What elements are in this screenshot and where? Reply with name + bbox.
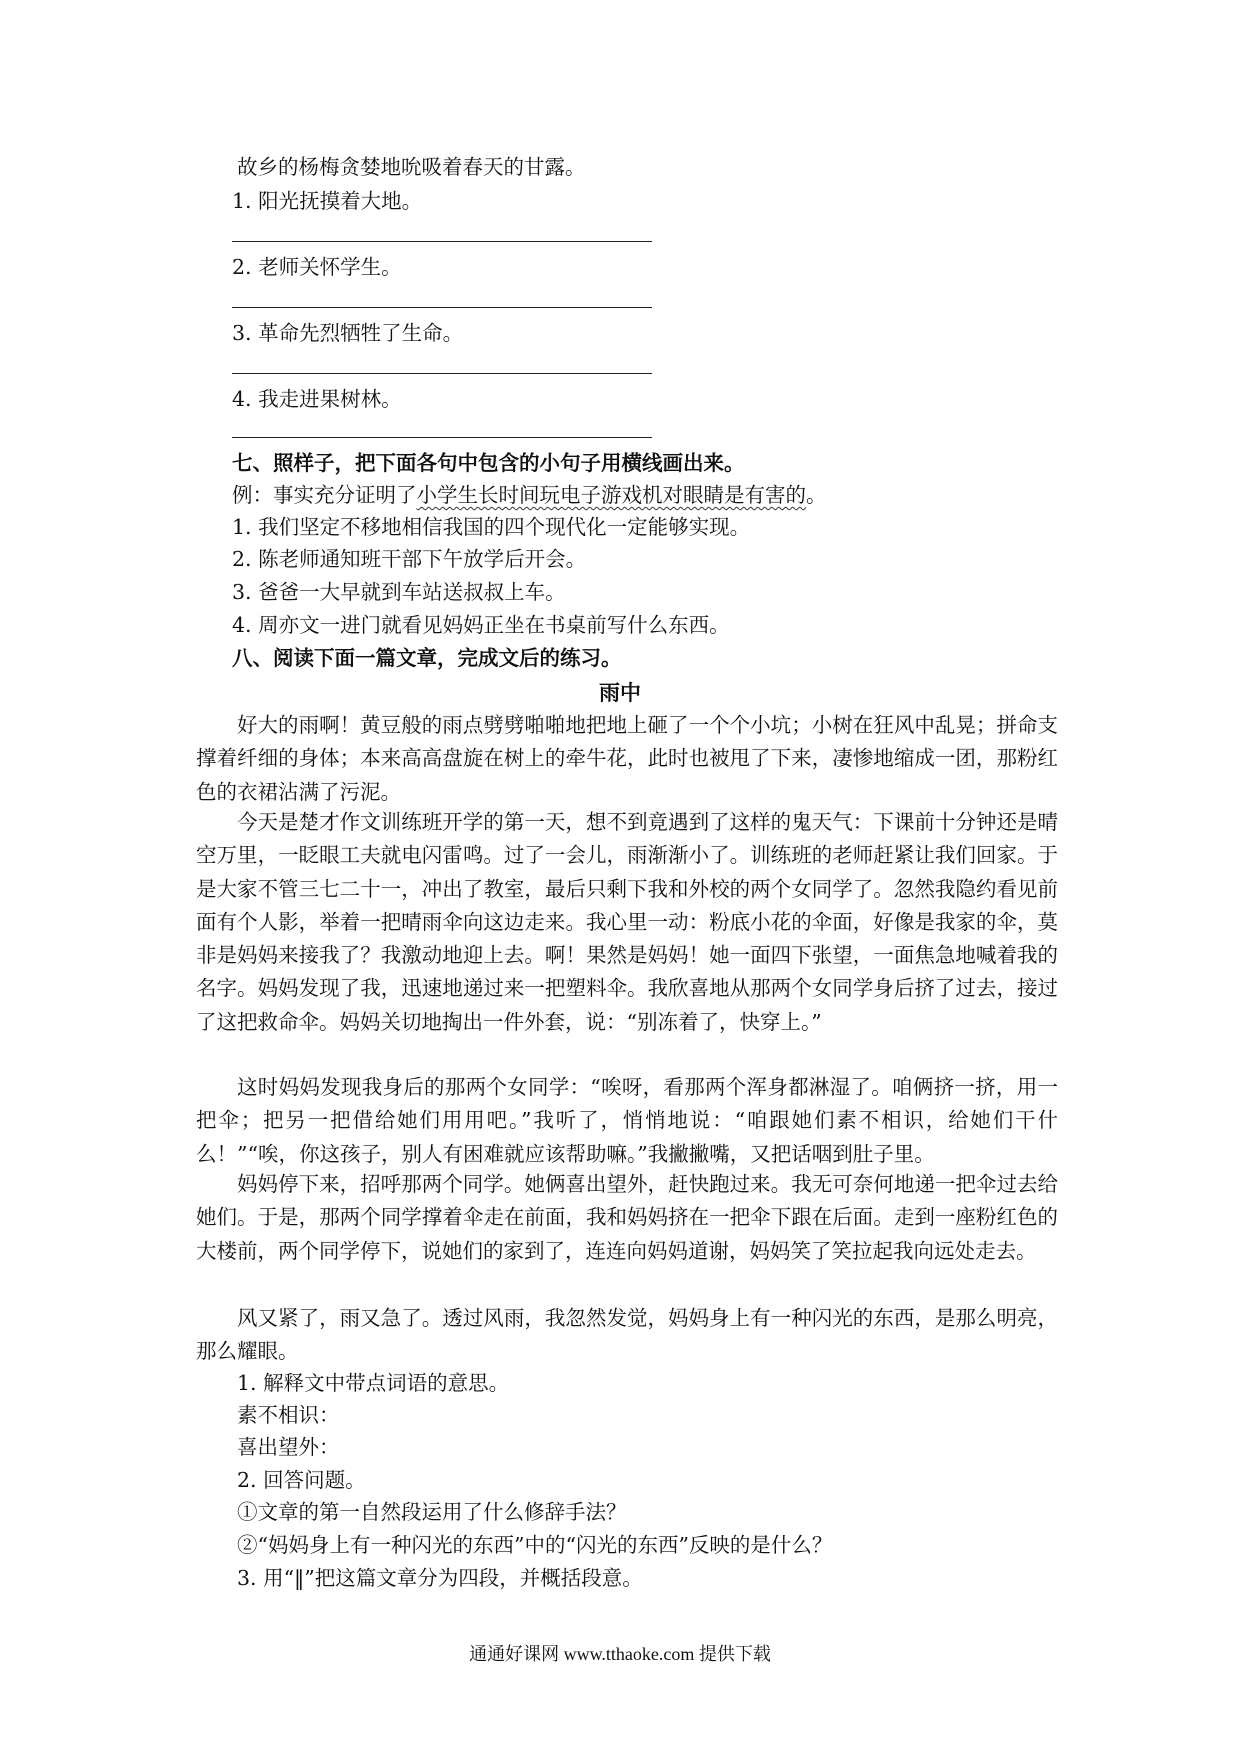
sec6-item-1: 1. 阳光抚摸着大地。 bbox=[232, 189, 423, 213]
sec7-example bbox=[232, 480, 827, 510]
sec7-example-marked: 小学生长时间玩电子游戏机对眼睛是有害的 bbox=[416, 483, 806, 507]
question-2-part-b: ②“妈妈身上有一种闪光的东西”中的“闪光的东西”反映的是什么？ bbox=[237, 1533, 833, 1557]
question-2-part-a: ①文章的第一自然段运用了什么修辞手法？ bbox=[237, 1500, 627, 1524]
question-2: 2. 回答问题。 bbox=[237, 1468, 366, 1492]
question-1: 1. 解释文中带点词语的意思。 bbox=[237, 1371, 510, 1395]
answer-line-3[interactable] bbox=[232, 373, 652, 374]
article-paragraph-2: 今天是楚才作文训练班开学的第一天，想不到竟遇到了这样的鬼天气：下课前十分钟还是晴空万里，一眨眼工夫就电闪雷鸣。过了一会儿，雨渐渐小了。训练班的老师赶紧让我们回家。于是大家不管三七二十一，冲出了教室，最后只剩下我和外校的两个女同学了。忽然我隐约看见前面有个人影，举着一把晴雨伞向这边走来。我心里一动：粉底小花的伞面，好像是我家的伞，莫非是妈妈来接我了？我激动地迎上去。啊！果然是妈妈！她一面四下张望，一面焦急地喊着我的名字。妈妈发现了我，迅速地递过来一把塑料伞。我欣喜地从那两个女同学身后挤了过去，接过了这把救命伞。妈妈关切地掏出一件外套，说：“别冻着了，快穿上。” bbox=[196, 810, 1058, 1034]
page-footer: 通通好课网 www.tthaoke.com 提供下载 bbox=[469, 1644, 771, 1664]
article-paragraph-3: 这时妈妈发现我身后的那两个女同学：“唉呀，看那两个浑身都淋湿了。咱俩挤一挤，用一把伞；把另一把借给她们用用吧。”我听了，悄悄地说：“咱跟她们素不相识，给她们干什么！”“唉，你这孩子，别人有困难就应该帮助嘛。”我撇撇嘴，又把话咽到肚子里。 bbox=[196, 1075, 1058, 1166]
article-paragraph-1: 好大的雨啊！黄豆般的雨点劈劈啪啪地把地上砸了一个个小坑；小树在狂风中乱晃；拼命支撑着纤细的身体；本来高高盘旋在树上的牵牛花，此时也被甩了下来，凄惨地缩成一团，那粉红色的衣裙沾满了污泥。 bbox=[196, 713, 1058, 804]
sec8-heading: 八、阅读下面一篇文章，完成文后的练习。 bbox=[232, 646, 622, 670]
answer-line-2[interactable] bbox=[232, 307, 652, 308]
sec7-example-prefix: 例：事实充分证明了 bbox=[232, 483, 417, 507]
sec7-item-2: 2. 陈老师通知班干部下午放学后开会。 bbox=[232, 547, 587, 571]
article-paragraph-5: 风又紧了，雨又急了。透过风雨，我忽然发觉，妈妈身上有一种闪光的东西，是那么明亮，那么耀眼。 bbox=[196, 1306, 1058, 1364]
question-1-term-a: 素不相识： bbox=[237, 1403, 340, 1427]
sec7-item-1: 1. 我们坚定不移地相信我国的四个现代化一定能够实现。 bbox=[232, 515, 751, 539]
sec7-item-4: 4. 周亦文一进门就看见妈妈正坐在书桌前写什么东西。 bbox=[232, 613, 730, 637]
sec6-example: 故乡的杨梅贪婪地吮吸着春天的甘露。 bbox=[237, 155, 586, 179]
question-3: 3. 用“‖”把这篇文章分为四段，并概括段意。 bbox=[237, 1566, 643, 1590]
sec7-heading: 七、照样子，把下面各句中包含的小句子用横线画出来。 bbox=[232, 451, 745, 475]
sec6-item-3: 3. 革命先烈牺牲了生命。 bbox=[232, 321, 464, 345]
sec6-item-4: 4. 我走进果树林。 bbox=[232, 387, 402, 411]
answer-line-4[interactable] bbox=[232, 437, 652, 438]
sec7-item-3: 3. 爸爸一大早就到车站送叔叔上车。 bbox=[232, 580, 566, 604]
answer-line-1[interactable] bbox=[232, 241, 652, 242]
sec6-item-2: 2. 老师关怀学生。 bbox=[232, 255, 402, 279]
article-title: 雨中 bbox=[599, 681, 641, 705]
article-paragraph-4: 妈妈停下来，招呼那两个同学。她俩喜出望外，赶快跑过来。我无可奈何地递一把伞过去给她们。于是，那两个同学撑着伞走在前面，我和妈妈挤在一把伞下跟在后面。走到一座粉红色的大楼前，两个同学停下，说她们的家到了，连连向妈妈道谢，妈妈笑了笑拉起我向远处走去。 bbox=[196, 1172, 1058, 1263]
sec7-example-suffix: 。 bbox=[806, 483, 827, 507]
question-1-term-b: 喜出望外： bbox=[237, 1435, 340, 1459]
